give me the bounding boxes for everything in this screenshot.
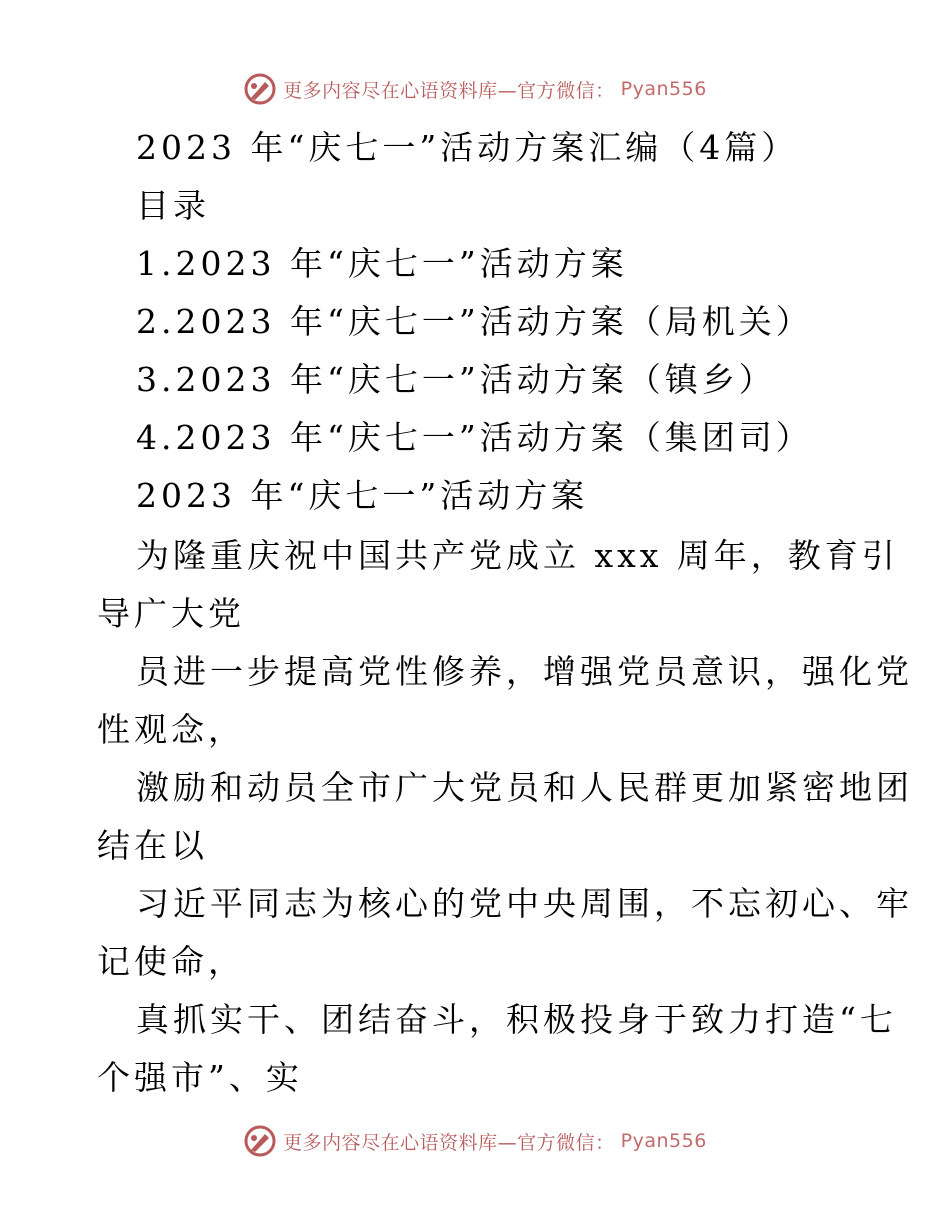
watermark-text: 更多内容尽在心语资料库—官方微信： — [283, 1131, 615, 1154]
toc-item: 4.2023 年“庆七一”活动方案（集团司） — [136, 418, 813, 457]
toc-item: 1.2023 年“庆七一”活动方案 — [136, 244, 628, 283]
paragraph-line: 结在以 — [97, 826, 208, 865]
pen-logo-icon — [243, 1124, 277, 1158]
watermark-account: Pyan556 — [620, 1130, 707, 1152]
toc-item: 3.2023 年“庆七一”活动方案（镇乡） — [136, 360, 776, 399]
paragraph-line: 导广大党 — [97, 594, 245, 633]
watermark-footer — [0, 1124, 950, 1158]
pen-logo-icon — [243, 72, 277, 106]
document-title: 2023 年“庆七一”活动方案汇编（4篇） — [136, 128, 799, 167]
paragraph-line: 员进一步提高党性修养，增强党员意识，强化党 — [136, 652, 913, 691]
paragraph-line: 记使命， — [97, 942, 245, 981]
watermark-account: Pyan556 — [620, 78, 707, 100]
toc-heading: 目录 — [136, 186, 210, 225]
paragraph-line: 激励和动员全市广大党员和人民群更加紧密地团 — [136, 768, 913, 807]
paragraph-line: 习近平同志为核心的党中央周围，不忘初心、牢 — [136, 884, 913, 923]
watermark-text: 更多内容尽在心语资料库—官方微信： — [283, 79, 615, 102]
paragraph-line: 为隆重庆祝中国共产党成立 xxx 周年，教育引 — [136, 536, 899, 575]
watermark-header — [0, 72, 950, 106]
paragraph-line: 个强市”、实 — [97, 1058, 303, 1097]
paragraph-line: 真抓实干、团结奋斗，积极投身于致力打造“七 — [136, 1000, 897, 1039]
paragraph-line: 性观念， — [97, 710, 245, 749]
section-title: 2023 年“庆七一”活动方案 — [136, 476, 589, 515]
toc-item: 2.2023 年“庆七一”活动方案（局机关） — [136, 302, 813, 341]
